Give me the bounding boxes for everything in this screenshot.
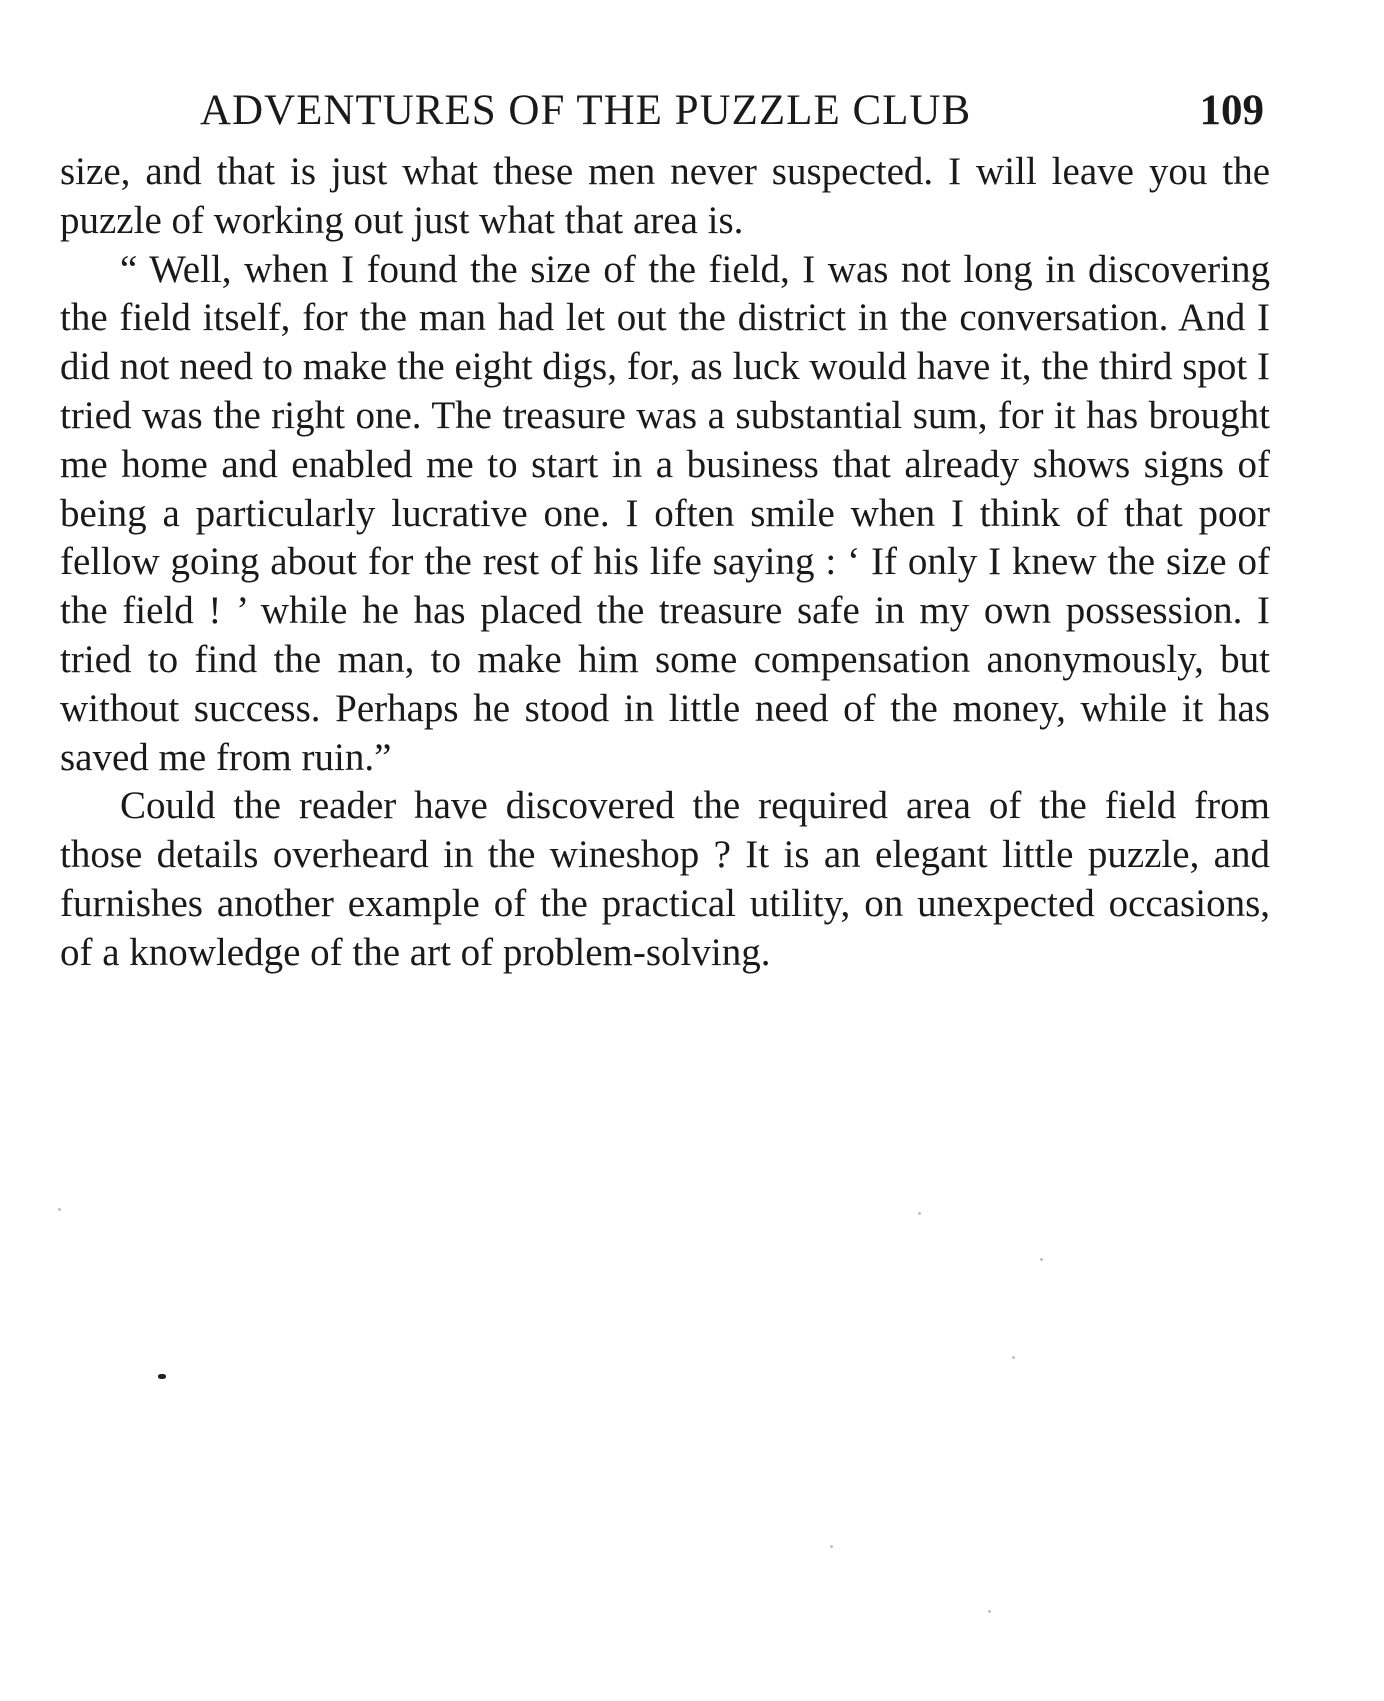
book-page: [60, 80, 1270, 978]
running-head: [60, 80, 1270, 142]
body-text: [60, 148, 1270, 978]
scan-speck: [830, 1545, 833, 1548]
page-number: 109: [1199, 87, 1264, 134]
scan-speck: [1040, 1258, 1043, 1261]
running-title: ADVENTURES OF THE PUZZLE CLUB: [200, 87, 972, 134]
scan-speck: [1012, 1356, 1015, 1359]
ink-speck: [158, 1374, 166, 1379]
scan-speck: [58, 1208, 61, 1211]
paragraph-quote: “ Well, when I found the size of the field, I was not long in discovering the field itself, for the man had let out the district in the conversation. And I did not need to make the eight digs, for, as luck would have it, the third spot I tried was the right one. The treasure was a substantial sum, for it has brought me home and enabled me to start in a business that already shows signs of being a particularly lucrative one. I often smile when I think of that poor fellow going about for the rest of his life saying : ‘ If only I knew the size of the field ! ’ while he has placed the treasure safe in my own possession. I tried to find the man, to make him some compensation anonymously, but without success. Perhaps he stood in little need of the money, while it has saved me from ruin.”: [60, 247, 1270, 779]
paragraph-closing: Could the reader have discovered the required area of the field from those details overheard in the wineshop ? It is an elegant little puzzle, and furnishes another example of the practical utility, on unexpected occasions, of a knowledge of the art of problem-solving.: [60, 784, 1270, 974]
scan-speck: [918, 1212, 921, 1215]
scan-speck: [988, 1610, 991, 1613]
paragraph-continuation: size, and that is just what these men never suspected. I will leave you the puzzle of working out just what that area is.: [60, 150, 1270, 242]
